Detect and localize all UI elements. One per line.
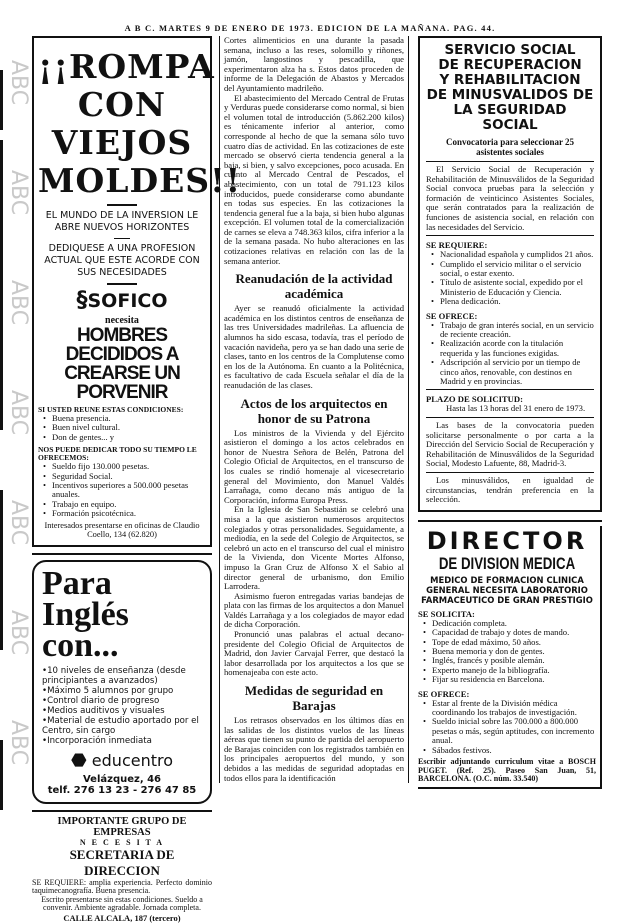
- sofico-contact: Interesados presentarse en oficinas de Claudio Coello, 134 (62.820): [44, 520, 200, 539]
- feature-item: •Incorporación inmediata: [42, 735, 152, 746]
- sofico-logo: [38, 289, 206, 313]
- needs-label: necesita: [105, 315, 139, 326]
- cond-label: SI USTED REUNE ESTAS CONDICIONES:: [38, 405, 184, 414]
- ad-line: N E C E S I T A: [79, 837, 165, 847]
- list-item: • Estar al frente de la División médica coordinando los trabajos de investigación.: [418, 699, 596, 718]
- list-item: • Formación psicotécnica.: [38, 509, 206, 518]
- title-line: DE RECUPERACION: [438, 57, 582, 73]
- ad-line: IMPORTANTE GRUPO DE EMPRESAS: [57, 815, 187, 838]
- list-item: • Buena presencia.: [38, 414, 206, 423]
- list-item: • Nacionalidad española y cumplidos 21 años.: [426, 250, 594, 259]
- title-line: Para: [42, 564, 112, 602]
- sofico-title: HOMBRES DECIDIDOS A CREARSE UN PORVENIR: [64, 325, 180, 403]
- servicio-ad: [418, 36, 602, 512]
- ad-body: SE REQUIERE: amplia experiencia. Perfecto dominio taquimecanografía. Buena presencia.: [32, 877, 212, 896]
- list-item: • Sueldo fijo 130.000 pesetas.: [38, 462, 206, 471]
- title-line: Inglés con...: [42, 595, 129, 664]
- left-column: [32, 36, 242, 923]
- brand-name: SOFICO: [87, 290, 168, 312]
- headline-line: CON VIEJOS: [51, 85, 193, 162]
- feature-item: •Máximo 5 alumnos por grupo: [42, 685, 174, 696]
- headline: Actos de los arquitectos en honor de su Patrona: [240, 395, 388, 426]
- paragraph: Los ministros de la Vivienda y del Ejército asistieron el domingo a los actos celebrados en honor de Nuestra Señora de Belén, Patrona del Colegio Oficial de Arquitectos, en el transcurso de los cuales se rindió homenaje al vicesecretario general del Movimiento, don Manuel Valdés Larrañaga, como decano más antiguo de la Corporación, informa Europa Press.: [224, 427, 404, 505]
- paragraph: En la Iglesia de San Sebastián se celebró una misa a la que asistieron numerosos arquitectos colegiados y otras personalidades. Seguidamente, a mediodía, en la sede del Colegio de Arquitectos, se celebró un acto en el transcurso del cual el ministro de la Vivienda, don Vicente Mortes Alfonso, impuso la Gran Cruz de Alfonso X el Sabio al director general de urbanismo, don Emilio Larrodera.: [224, 504, 404, 592]
- paragraph: Asimismo fueron entregadas varias bandejas de plata con las firmas de los arquitectos a don Manuel Valdés Larrañaga y a los colegiados de mayor edad de dicha Corporación.: [224, 590, 404, 630]
- headline: Medidas de seguridad en Barajas: [244, 683, 384, 714]
- watermark: ABC: [6, 500, 31, 546]
- watermark: ABC: [6, 390, 31, 436]
- paragraph: Pronunció unas palabras el actual decano-presidente del Colegio Oficial de Arquitectos de Madrid, don Javier Carvajal Ferrer, que destacó la labor desarrollada por los arquitectos a los que se homenajeaba con este acto.: [224, 629, 404, 678]
- paragraph: El abastecimiento del Mercado Central de Frutas y Verduras puede considerarse como normal, si bien el volumen total de introducción (5.862.200 kilos) es ténicamente inferior al anterior, como corresponde al hecho de que la semana sólo tuvo cuatro días de actividad. En las cotizaciones de este mercado se observó cierta tendencia general a la baja, si bien, y salvo excepciones, poco acusada. En cuanto al Mercado Central de Pescados, el abastecimiento, con un total de 791.123 kilos introducidos, puede considerarse como abundante en todas sus especies. En las cotizaciones la tendencia general fue a la baja, si bien hubo algunas excepción. El volumen total de la comercialización de carnes se eleva a 748.363 kilos, cifra inferior a la de la semana pasada. No hubo alteraciones en las cotizaciones relativas en relación con las de la semana anterior.: [224, 92, 404, 266]
- sofico-ad: [32, 36, 242, 547]
- paragraph: Ayer se reanudó oficialmente la actividad académica en los distintos centros de enseñanza de las tres Universidades madrileñas. La afluencia de alumnos ha sido escasa, todavía, tras el período de vacación navideña, pero ya se han dado una serie de clases, tanto en los centros de la Complutense como en los de la Autónoma. En cuanto a la Politécnica, es facultativo de cada Escuela señalar el día de la reanudación de las clases.: [224, 303, 404, 390]
- educentro-ad: [32, 560, 212, 804]
- list-item: • Don de gentes... y: [38, 433, 206, 442]
- paragraph: Los retrasos observados en los últimos días en las salidas de los distintos vuelos de las líneas aéreas que tienen su punto de partida del aeropuerto de Barajas coinciden con los registrados también en los principales aeropuertos del mundo, y son debidos a las medidas de seguridad adoptadas en todos ellos para la identificación: [224, 715, 404, 783]
- req-list: [426, 250, 594, 306]
- director-contact: Escribir adjuntando curriculum vitae a BOSCH PUGET. (Ref. 25). Paseo San Juan, 51, BARCELONA. (O.C. núm. 33.540): [418, 757, 596, 784]
- list-item: • Adscripción al servicio por un tiempo de cinco años, renovable, con destinos en Madrid y en provincias.: [426, 358, 594, 386]
- director-title: DIRECTOR: [426, 526, 588, 555]
- director-ad: [418, 526, 602, 789]
- feature-item: •Control diario de progreso: [42, 695, 160, 706]
- list-item: • Realización acorde con la titulación requerida y las funciones exigidas.: [426, 339, 594, 358]
- paragraph: Las bases de la convocatoria pueden solicitarse personalmente o por carta a la Dirección del Servicio Social de Recuperación y Rehabilitación de Minusválidos de la Seguridad Social, Modesto Lafuente, 88, Madrid-3.: [426, 420, 594, 469]
- list-item: • Experto manejo de la bibliografía.: [418, 666, 596, 675]
- educentro-logo: [42, 751, 202, 771]
- watermark: ABC: [6, 610, 31, 656]
- hexagon-logo-icon: ⬣: [70, 749, 87, 771]
- ad-line: SECRETARIA DE DIRECCION: [69, 846, 175, 878]
- paragraph: Cortes alimenticios en una durante la pasada semana, incluso a las reses, solomillo y riñones, jamón, langostinos y pescadilla, que experimentaron alza ha s. Estos datos proceden de informe de la Delegación de Abastos y Mercados del Ayuntamiento madrileño.: [224, 35, 404, 93]
- req-label: SE REQUIERE:: [426, 240, 488, 251]
- req-label: SE SOLICITA:: [418, 608, 475, 619]
- scan-edge: [0, 140, 3, 430]
- title-line: LA SEGURIDAD SOCIAL: [453, 102, 567, 133]
- convocatoria: Convocatoria para seleccionar 25 asistentes sociales: [445, 137, 575, 157]
- offer-list: [426, 321, 594, 387]
- title-line: DE MINUSVALIDOS DE: [426, 87, 594, 103]
- sofico-headline: [38, 47, 242, 200]
- headline-line: MOLDES!!: [38, 161, 242, 200]
- offer-label: NOS PUEDE DEDICAR TODO SU TIEMPO LE OFRECEMOS:: [38, 445, 197, 463]
- feature-item: •Material de estudio aportado por el Centro, sin cargo: [42, 715, 199, 736]
- servicio-title: [426, 43, 594, 133]
- scan-edge: [0, 740, 3, 810]
- paragraph: El Servicio Social de Recuperación y Rehabilitación de Minusválidos de la Seguridad Social convoca pruebas para la selección y formación de veinticinco Asistentes Sociales, que serán contratados para la realización de funciones de asistencia social, en relación con las necesidades del Servicio.: [426, 164, 594, 232]
- ad-address: CALLE ALCALA, 187 (tercero): [63, 912, 181, 923]
- news-column: [219, 36, 409, 783]
- educentro-title: [42, 564, 202, 664]
- feature-item: •Medios auditivos y visuales: [42, 705, 165, 716]
- educentro-phone: telf. 276 13 23 - 276 47 85: [47, 784, 197, 796]
- plazo: Hasta las 13 horas del 31 enero de 1973.: [446, 403, 586, 414]
- director-subtitle: DE DIVISION MEDICA: [438, 553, 576, 573]
- list-item: • Tope de edad máximo, 50 años.: [418, 638, 596, 647]
- director-sub: MEDICO DE FORMACION CLINICA GENERAL NECESITA LABORATORIO FARMACEUTICO DE GRAN PRESTIGIO: [421, 574, 593, 605]
- list-item: • Título de asistente social, expedido por el Ministerio de Educación y Ciencia.: [426, 278, 594, 297]
- list-item: • Buena memoria y don de gentes.: [418, 647, 596, 656]
- list-item: • Inglés, francés y posible alemán.: [418, 656, 596, 665]
- list-item: • Cumplido el servicio militar o el servicio social, o estar exento.: [426, 260, 594, 279]
- secretaria-ad: [32, 816, 212, 923]
- req-list: [418, 619, 596, 685]
- cond-list: [38, 414, 206, 442]
- paragraph: Los minusválidos, en igualdad de circunstancias, tendrán preferencia en la selección.: [426, 475, 594, 505]
- offer-list: [418, 699, 596, 755]
- brand-name: educentro: [91, 750, 174, 770]
- page-header: A B C. MARTES 9 DE ENERO DE 1973. EDICION DE LA MAÑANA. PAG. 44.: [124, 23, 496, 33]
- list-item: • Seguridad Social.: [38, 472, 206, 481]
- list-item: • Buen nivel cultural.: [38, 423, 206, 432]
- watermark: ABC: [6, 60, 31, 106]
- list-item: • Trabajo en equipo.: [38, 500, 206, 509]
- sofico-sub1: EL MUNDO DE LA INVERSION LE ABRE NUEVOS HORIZONTES: [45, 210, 199, 233]
- title-line: SERVICIO SOCIAL: [444, 42, 576, 58]
- headline: Reanudación de la actividad académica: [235, 271, 393, 302]
- headline-line: ¡¡ROMPA: [38, 47, 215, 86]
- list-item: • Fijar su residencia en Barcelona.: [418, 675, 596, 684]
- list-item: • Incentivos superiores a 500.000 pesetas anuales.: [38, 481, 206, 500]
- list-item: • Dedicación completa.: [418, 619, 596, 628]
- educentro-address: Velázquez, 46: [82, 773, 162, 785]
- offer-label: SE OFRECE:: [426, 310, 478, 321]
- section-sign-icon: §: [76, 288, 88, 313]
- list-item: • Plena dedicación.: [426, 297, 594, 306]
- scan-edge: [0, 70, 3, 130]
- list-item: • Capacidad de trabajo y dotes de mando.: [418, 628, 596, 637]
- educentro-features: [42, 666, 202, 746]
- plazo-label: PLAZO DE SOLICITUD:: [426, 394, 523, 405]
- list-item: • Sueldo inicial sobre las 700.000 a 800.000 pesetas o más, según aptitudes, con incremento anual.: [418, 717, 596, 745]
- watermark: ABC: [6, 720, 31, 766]
- watermark: ABC: [6, 170, 31, 216]
- right-column: [418, 36, 602, 789]
- title-line: Y REHABILITACION: [439, 72, 581, 88]
- offer-list: [38, 462, 206, 518]
- watermark: ABC: [6, 280, 31, 326]
- list-item: • Sábados festivos.: [418, 746, 596, 755]
- ad-body: Escrito presentarse sin estas condiciones. Sueldo a convenir. Ambiente agradable. Jornada completa.: [41, 894, 203, 913]
- list-item: • Trabajo de gran interés social, en un servicio de reciente creación.: [426, 321, 594, 340]
- scan-edge: [0, 490, 3, 650]
- sofico-sub2: DEDIQUESE A UNA PROFESION ACTUAL QUE ESTE ACORDE CON SUS NECESIDADES: [44, 243, 200, 278]
- feature-item: •10 niveles de enseñanza (desde principiantes a avanzados): [42, 665, 186, 686]
- offer-label: SE OFRECE:: [418, 688, 470, 699]
